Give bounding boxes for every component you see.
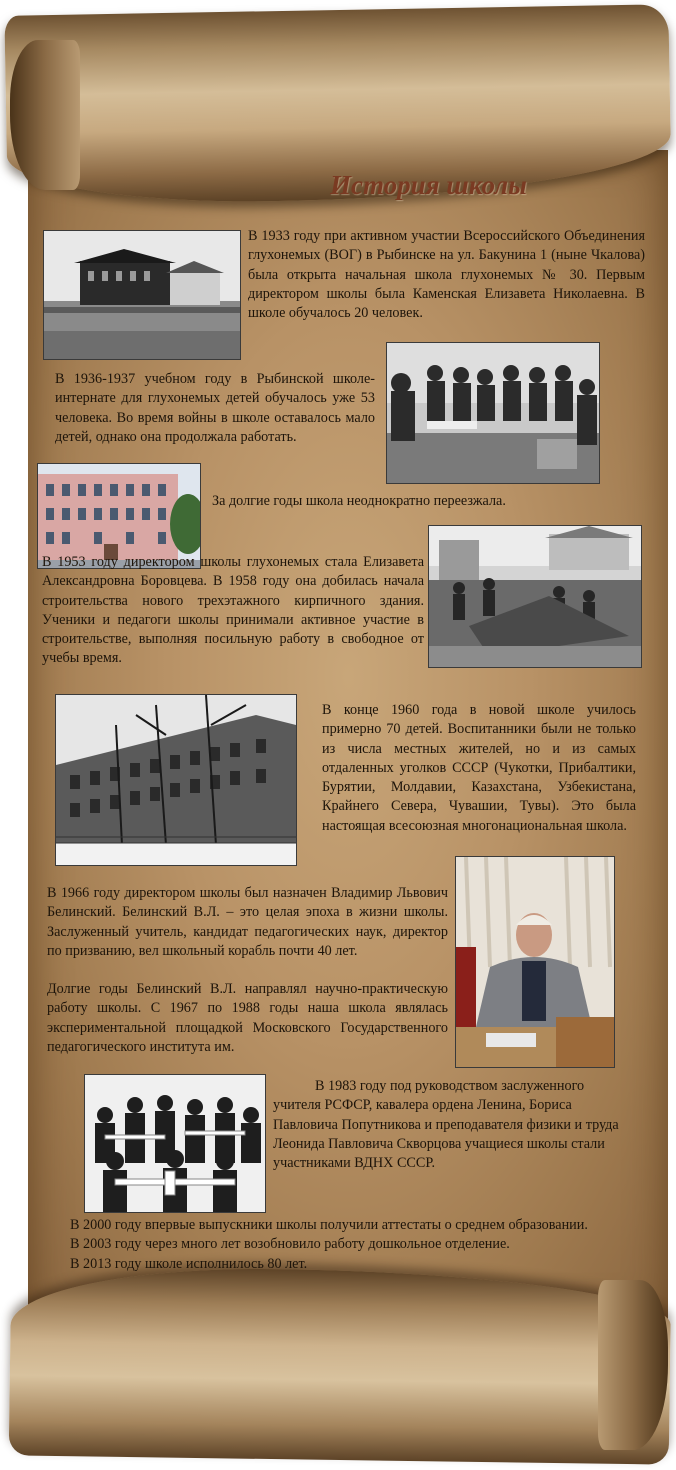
- paragraph-1953: В 1953 году директором школы глухонемых стала Елизавета Александровна Боровцева. В 1958 году она добилась начала строительства нового трехэтажного кирпичного здания. Ученики и педагоги школы принимали активное участие в строительстве, выполняя посильную работу в свободное от учебы время.: [42, 554, 424, 667]
- paragraph-1967: Долгие годы Белинский В.Л. направлял научно-практическую работу школы. С 1967 по 1988 годы наша школа являлась экспериментальной площадкой Московского Государственного педагогического института им.: [47, 981, 448, 1055]
- paragraph-1983: [273, 1077, 620, 1173]
- photo-new-school-winter: [55, 694, 297, 866]
- scroll-bottom-roll: [9, 1265, 672, 1464]
- paragraph-1960: В конце 1960 года в новой школе училось примерно 70 детей. Воспитанники были не только из числа местных жителей, но и из самых отдаленных уголков СССР (Чукотки, Прибалтики, Бурятии, Молдавии, Казахстана, Узбекистана, Крайнего Севера, Чувашии, Тувы). Это была настоящая всесоюзная многонациональная школа.: [322, 702, 636, 834]
- paragraph-2000: В 2000 году впервые выпускники школы получили аттестаты о среднем образовании.: [70, 1217, 588, 1233]
- scroll-bottom-curl: [598, 1280, 668, 1450]
- paragraph-1936: В 1936-1937 учебном году в Рыбинской школе-интернате для глухонемых детей обучалось уже 53 человека. Во время войны в школе оставалось мало детей, однако она продолжала работать.: [55, 371, 375, 445]
- paragraph-2013: В 2013 году школе исполнилось 80 лет.: [70, 1255, 308, 1272]
- photo-director-belinsky: [455, 856, 615, 1068]
- closing-paragraphs: [40, 1216, 644, 1274]
- paragraph-1966: В 1966 году директором школы был назначен Владимир Львович Белинский. Белинский В.Л. – это целая эпоха в жизни школы. Заслуженный учитель, кандидат педагогических наук, директор по призванию, вел школьный корабль почти 40 лет.: [47, 885, 448, 959]
- paragraph-2003: В 2003 году через много лет возобновило работу дошкольное отделение.: [70, 1236, 510, 1253]
- photo-students-models: [84, 1074, 266, 1213]
- page-title: История школы: [330, 170, 527, 200]
- paragraph-moved: За долгие годы школа неоднократно переезжала.: [212, 493, 506, 509]
- paragraph-1983-text: В 1983 году под руководством заслуженного учителя РСФСР, кавалера ордена Ленина, Бориса Павловича Попутникова и преподавателя физики и труда Леонида Павловича Скворцова учащиеся школы стали участниками ВДНХ СССР.: [273, 1078, 619, 1172]
- paragraph-1933: В 1933 году при активном участии Всероссийского Объединения глухонемых (ВОГ) в Рыбинске на ул. Бакунина 1 (ныне Чкалова) была открыта начальная школа глухонемых № 30. Первым директором школы была Каменская Елизавета Николаевна. В школе обучалось 20 человек.: [248, 228, 645, 322]
- scroll-top-curl: [10, 40, 80, 190]
- photo-old-school-building: [43, 230, 241, 360]
- photo-construction: [428, 525, 642, 668]
- photo-children-classroom: [386, 342, 600, 484]
